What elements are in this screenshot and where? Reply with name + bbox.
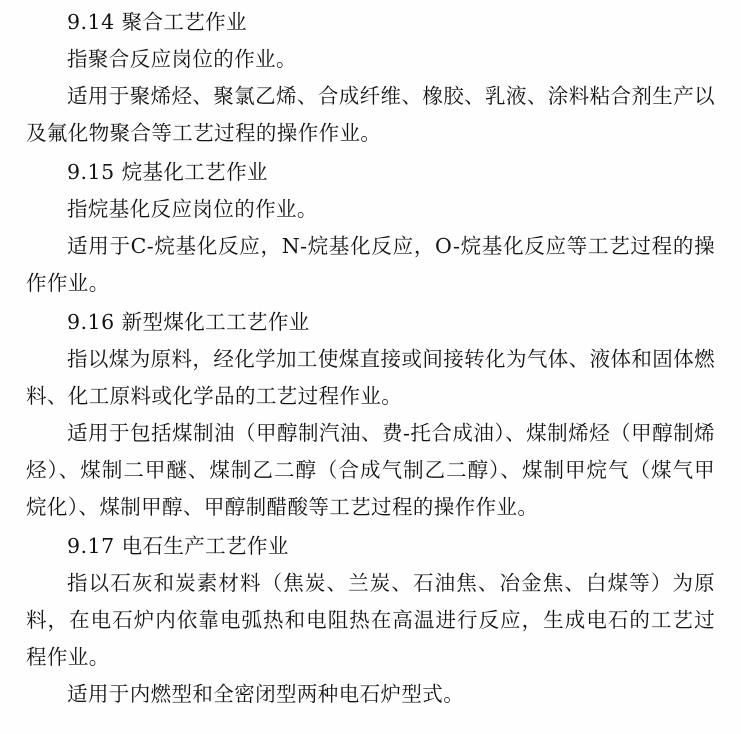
section-heading bbox=[26, 4, 715, 41]
section-9-15 bbox=[26, 154, 715, 302]
section-heading bbox=[26, 154, 715, 191]
section-title: 烷基化工艺作业 bbox=[121, 160, 268, 184]
section-title: 聚合工艺作业 bbox=[121, 10, 247, 34]
section-paragraph: 适用于C-烷基化反应，N-烷基化反应，O-烷基化反应等工艺过程的操作作业。 bbox=[26, 234, 715, 295]
section-heading bbox=[26, 528, 715, 565]
section-paragraph: 指以石灰和炭素材料（焦炭、兰炭、石油焦、冶金焦、白煤等）为原料，在电石炉内依靠电弧热和电阻热在高温进行反应，生成电石的工艺过程作业。 bbox=[26, 571, 715, 669]
section-number: 9.15 bbox=[67, 160, 115, 184]
section-paragraph: 适用于包括煤制油（甲醇制汽油、费-托合成油）、煤制烯烃（甲醇制烯烃）、煤制二甲醚、煤制乙二醇（合成气制乙二醇）、煤制甲烷气（煤气甲烷化）、煤制甲醇、甲醇制醋酸等工艺过程的操作作业。 bbox=[26, 421, 715, 519]
section-heading bbox=[26, 304, 715, 341]
section-9-16 bbox=[26, 304, 715, 526]
section-paragraph: 指烷基化反应岗位的作业。 bbox=[67, 197, 318, 221]
section-title: 电石生产工艺作业 bbox=[121, 534, 289, 558]
section-title: 新型煤化工工艺作业 bbox=[121, 310, 310, 334]
section-paragraph: 指聚合反应岗位的作业。 bbox=[67, 47, 297, 71]
section-paragraph: 适用于聚烯烃、聚氯乙烯、合成纤维、橡胶、乳液、涂料粘合剂生产以及氟化物聚合等工艺过程的操作作业。 bbox=[26, 84, 715, 145]
section-number: 9.16 bbox=[67, 310, 115, 334]
section-9-17 bbox=[26, 528, 715, 713]
section-paragraph: 适用于内燃型和全密闭型两种电石炉型式。 bbox=[67, 682, 465, 706]
section-number: 9.14 bbox=[67, 10, 115, 34]
section-number: 9.17 bbox=[67, 534, 115, 558]
section-paragraph: 指以煤为原料，经化学加工使煤直接或间接转化为气体、液体和固体燃料、化工原料或化学品的工艺过程作业。 bbox=[26, 347, 715, 408]
section-9-14 bbox=[26, 4, 715, 152]
